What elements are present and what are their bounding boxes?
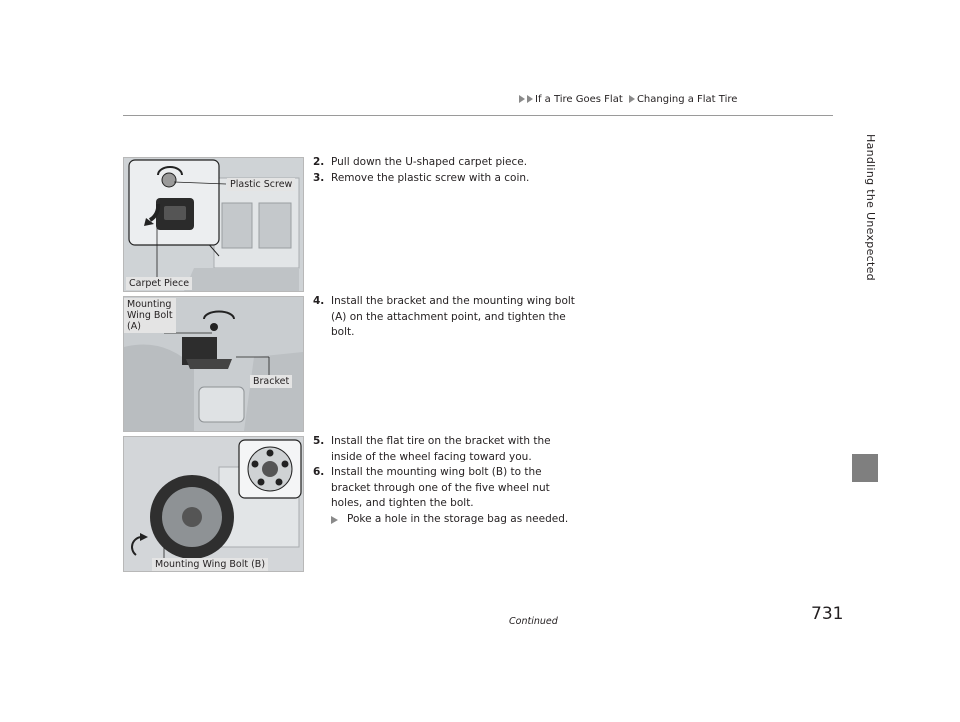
continued-label: Continued	[509, 616, 558, 627]
step-6: 6. Install the mounting wing bolt (B) to the bracket through one of the five wheel nut holes, and tighten the bolt.	[313, 466, 550, 509]
double-arrow-icon	[519, 95, 525, 103]
tire-mounting-illustration	[124, 437, 303, 571]
steps-group-3	[313, 434, 587, 527]
step-3: 3. Remove the plastic screw with a coin.	[313, 171, 530, 184]
note-arrow-icon	[331, 516, 338, 524]
breadcrumb	[516, 94, 737, 105]
figure-spare-tire	[123, 436, 304, 572]
figure-carpet-piece	[123, 157, 304, 292]
label-mounting-wing-bolt-a: Mounting Wing Bolt (A)	[124, 298, 176, 333]
note: Poke a hole in the storage bag as needed.	[313, 512, 587, 528]
figure-bracket	[123, 296, 304, 432]
page-number: 731	[811, 604, 844, 624]
breadcrumb-item[interactable]: Changing a Flat Tire	[636, 94, 738, 105]
label-mounting-wing-bolt-b: Mounting Wing Bolt (B)	[152, 558, 268, 571]
header-rule	[123, 115, 833, 116]
steps-group-1	[313, 155, 581, 186]
steps-group-2	[313, 294, 581, 341]
step-5: 5. Install the flat tire on the bracket with the inside of the wheel facing toward you.	[313, 435, 551, 463]
step-2: 2. Pull down the U-shaped carpet piece.	[313, 156, 528, 168]
section-tab-label: Handling the Unexpected	[864, 134, 877, 281]
label-carpet-piece: Carpet Piece	[126, 277, 192, 290]
label-bracket: Bracket	[250, 375, 292, 388]
label-plastic-screw: Plastic Screw	[227, 178, 295, 191]
section-tab-marker	[852, 454, 878, 482]
breadcrumb-item[interactable]: If a Tire Goes Flat	[535, 94, 623, 105]
arrow-icon	[629, 95, 635, 103]
step-4: 4. Install the bracket and the mounting wing bolt (A) on the attachment point, and tighten the bolt.	[313, 295, 575, 338]
